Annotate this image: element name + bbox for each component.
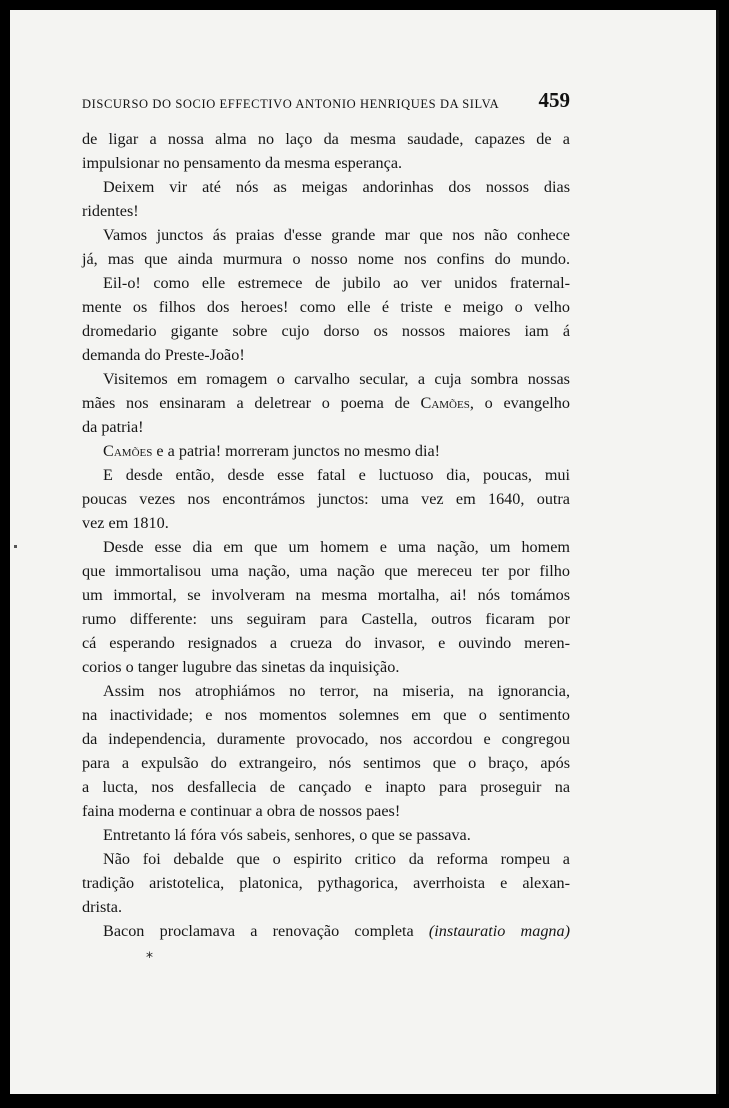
text-run: e a patria! morreram junctos no mesmo dia! (152, 442, 441, 460)
text-run: mães nos ensinaram a deletrear o poema de (82, 394, 421, 412)
text-run: Bacon proclamava a renovação completa (103, 922, 429, 940)
text-line: a lucta, nos desfallecia de cançado e inapto para proseguir na (82, 778, 570, 796)
paragraph-2 (82, 175, 570, 223)
text-line: Eil-o! como elle estremece de jubilo ao ver unidos fraternal- (103, 274, 570, 292)
text-line: para a expulsão do extrangeiro, nós sentimos que o braço, após (82, 754, 570, 772)
margin-speck (14, 545, 17, 548)
text-line (82, 919, 570, 943)
body-text (82, 127, 570, 943)
text-line: faina moderna e continuar a obra de nossos paes! (82, 802, 401, 820)
paragraph-3 (82, 223, 570, 271)
paragraph-12 (82, 919, 570, 943)
page-number: 459 (538, 88, 570, 112)
text-line: rumo differente: uns seguiram para Castella, outros ficaram por (82, 610, 570, 628)
text-line: corios o tanger lugubre das sinetas da inquisição. (82, 658, 400, 676)
latin-phrase: (instauratio magna) (428, 922, 571, 940)
text-line: impulsionar no pensamento da mesma esperança. (82, 154, 403, 172)
text-line: poucas vezes nos encontrámos junctos: uma vez em 1640, outra (82, 490, 570, 508)
text-line (82, 391, 570, 415)
page-header (82, 88, 570, 118)
paragraph-6 (82, 439, 570, 463)
text-line: da independencia, duramente provocado, nos accordou e congregou (82, 730, 570, 748)
text-line: tradição aristotelica, platonica, pythagorica, averrhoista e alexan- (82, 874, 570, 892)
printer-mark: * (146, 950, 153, 966)
paragraph-7 (82, 463, 570, 535)
text-line: um immortal, se involveram na mesma mortalha, ai! nós tomámos (82, 586, 570, 604)
text-line: Não foi debalde que o espirito critico da reforma rompeu a (103, 850, 570, 868)
text-line: Vamos junctos ás praias d'esse grande mar que nos não conhece (103, 226, 570, 244)
running-head: DISCURSO DO SOCIO EFFECTIVO ANTONIO HENRIQUES DA SILVA (82, 97, 500, 111)
text-line: já, mas que ainda murmura o nosso nome nos confins do mundo. (82, 250, 570, 268)
author-name: Camões (420, 394, 470, 412)
text-line: Assim nos atrophiámos no terror, na miseria, na ignorancia, (103, 682, 570, 700)
text-line: de ligar a nossa alma no laço da mesma saudade, capazes de a (82, 130, 570, 148)
text-line: da patria! (82, 418, 144, 436)
text-line: ridentes! (82, 202, 139, 220)
paragraph-5 (82, 367, 570, 439)
text-line: E desde então, desde esse fatal e luctuoso dia, poucas, mui (103, 466, 570, 484)
paragraph-1 (82, 127, 570, 175)
text-line (82, 439, 570, 463)
text-line: Visitemos em romagem o carvalho secular, a cuja sombra nossas (103, 370, 570, 388)
text-line: dromedario gigante sobre cujo dorso os nossos maiores iam á (82, 322, 570, 340)
text-line: vez em 1810. (82, 514, 169, 532)
text-line: Deixem vir até nós as meigas andorinhas dos nossos dias (103, 178, 570, 196)
text-line: Desde esse dia em que um homem e uma nação, um homem (103, 538, 570, 556)
text-run: , o evangelho (469, 394, 570, 412)
text-line: na inactividade; e nos momentos solemnes em que o sentimento (82, 706, 570, 724)
text-line: mente os filhos dos heroes! como elle é triste e meigo o velho (82, 298, 570, 316)
paragraph-9 (82, 679, 570, 823)
text-line: drista. (82, 898, 123, 916)
text-line: cá esperando resignados a crueza do invasor, e ouvindo meren- (82, 634, 570, 652)
text-line: Entretanto lá fóra vós sabeis, senhores, o que se passava. (103, 826, 471, 844)
text-line: que immortalisou uma nação, uma nação que mereceu ter por filho (82, 562, 570, 580)
text-line: demanda do Preste-João! (82, 346, 245, 364)
paragraph-4 (82, 271, 570, 367)
paragraph-11 (82, 847, 570, 919)
author-name: Camões (103, 442, 153, 460)
paragraph-10 (82, 823, 570, 847)
paragraph-8 (82, 535, 570, 679)
